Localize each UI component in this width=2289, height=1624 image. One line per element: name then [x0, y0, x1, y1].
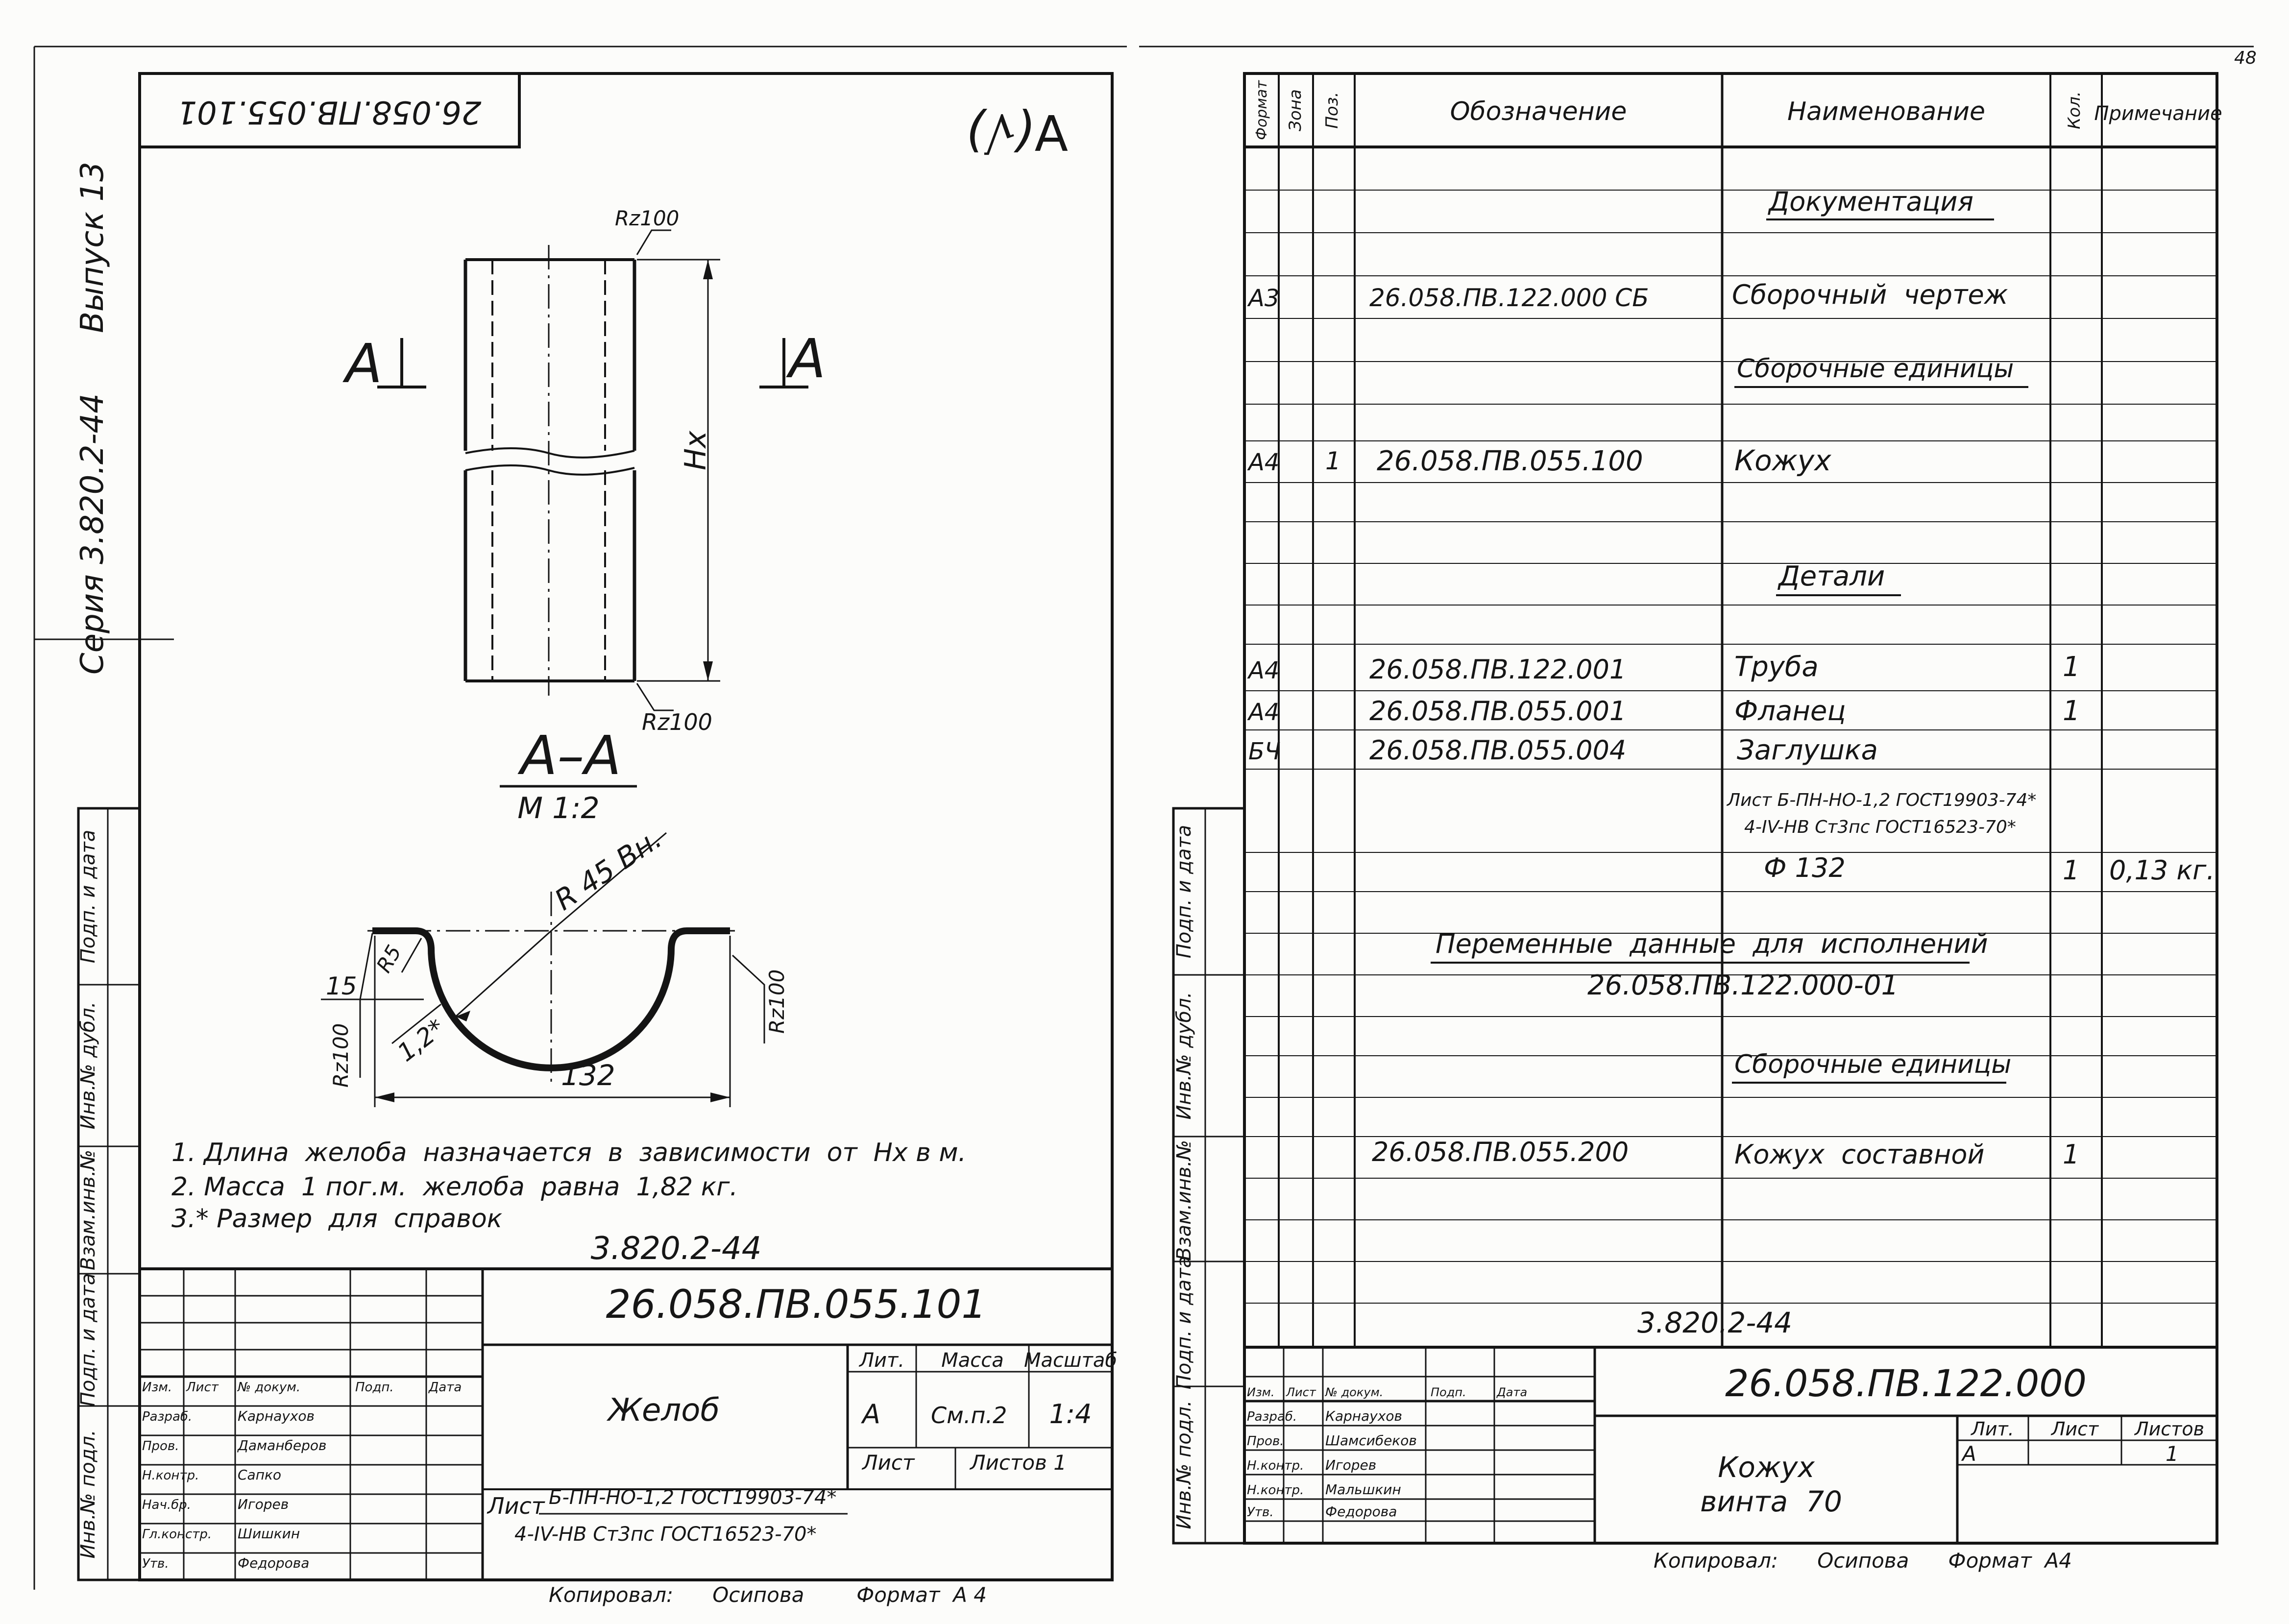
right-col-h1: Изм.	[1247, 1385, 1275, 1399]
right-col-h3: № докум.	[1325, 1385, 1384, 1399]
left-col-h2: Лист	[186, 1380, 219, 1395]
left-sheet-label: Лист	[862, 1451, 915, 1475]
table-row	[1247, 279, 2008, 312]
row-4-name: Кожух	[1734, 444, 1831, 477]
hx-label: Нх	[679, 431, 713, 470]
row-9-name: Лист Б-ПН-НО-1,2 ГОСТ19903-74*	[1727, 790, 2037, 810]
left-side-issue: Выпуск 13	[74, 162, 111, 333]
right-header-sheet: Лист	[2051, 1418, 2099, 1440]
left-header-lit: Лит.	[859, 1349, 905, 1372]
left-role-5: Гл.констр.	[142, 1527, 212, 1542]
row-6-qty: 1	[2063, 651, 2080, 683]
row-7-format: А4	[1248, 699, 1280, 726]
row-4-format: А4	[1248, 449, 1280, 476]
left-side-series: Серия 3.820.2-44	[74, 393, 111, 675]
right-col-h5: Дата	[1497, 1385, 1528, 1399]
row-5-name: Детали	[1778, 560, 1885, 592]
left-side-label-2: Инв.№ дубл.	[77, 1001, 99, 1130]
table-row	[1247, 651, 2080, 685]
right-name-2: Шамсибеков	[1325, 1432, 1417, 1449]
row-8-format: БЧ	[1248, 738, 1281, 765]
left-role-3: Н.контр.	[142, 1468, 199, 1483]
left-name-3: Сапко	[238, 1467, 282, 1483]
r5-label: R5	[371, 941, 406, 977]
rz-bottom: Rz100	[642, 709, 712, 735]
row-6-format: А4	[1248, 657, 1280, 684]
right-side-label-1: Подп. и дата	[1173, 824, 1195, 959]
row-1-name: Документация	[1769, 186, 1973, 217]
right-name-1: Карнаухов	[1325, 1408, 1403, 1424]
section-scale: М 1:2	[517, 791, 600, 825]
right-role-4: Н.контр.	[1247, 1483, 1304, 1498]
right-bottom-line: Копировал: Осипова Формат А4	[1654, 1549, 2072, 1573]
hdr-pos: Поз.	[1322, 92, 1342, 129]
right-side-label-5: Инв.№ подл.	[1173, 1400, 1195, 1529]
row-6-designation: 26.058.ПВ.122.001	[1369, 654, 1627, 685]
right-col-h4: Подп.	[1431, 1385, 1466, 1399]
row-4-designation: 26.058.ПВ.055.100	[1377, 445, 1643, 477]
table-row	[1734, 354, 2028, 387]
hdr-zone: Зона	[1286, 89, 1305, 131]
left-scale-value: 1:4	[1049, 1399, 1092, 1430]
hdr-format: Формат	[1253, 80, 1270, 140]
left-col-h1: Изм.	[142, 1380, 172, 1395]
left-header-mass: Масса	[941, 1349, 1004, 1372]
left-role-4: Нач.бр.	[142, 1498, 191, 1512]
table-row	[1764, 852, 2215, 886]
rz-top: Rz100	[615, 206, 680, 230]
row-7-designation: 26.058.ПВ.055.001	[1369, 696, 1627, 727]
right-header-lit: Лит.	[1971, 1418, 2014, 1440]
right-col-h2: Лист	[1286, 1385, 1316, 1399]
trough-side-view	[377, 230, 808, 710]
left-name-1: Карнаухов	[238, 1408, 315, 1424]
variant-qty: 1	[2063, 1139, 2080, 1170]
section-mark-right: А	[789, 327, 826, 390]
table-row	[1372, 1137, 2079, 1170]
row-3-name: Сборочные единицы	[1737, 354, 2014, 384]
right-header-sheets: Листов	[2135, 1418, 2204, 1440]
left-title-name: Желоб	[608, 1392, 720, 1429]
section-title: А–А	[520, 724, 621, 787]
row-2-designation: 26.058.ПВ.122.000 СБ	[1369, 284, 1649, 312]
right-side-label-3: Взам.инв.№	[1173, 1139, 1195, 1261]
variable-code: 26.058.ПВ.122.000-01	[1587, 970, 1899, 1001]
left-mass-value: См.п.2	[931, 1402, 1007, 1429]
row-7-name: Фланец	[1734, 695, 1846, 727]
left-side-label-5: Инв.№ подл.	[77, 1430, 99, 1559]
left-lit-value: А	[862, 1399, 880, 1430]
right-role-5: Утв.	[1247, 1505, 1274, 1520]
left-sheet	[34, 47, 1127, 1607]
right-title-name-1: Кожух	[1718, 1451, 1815, 1484]
right-role-3: Н.контр.	[1247, 1458, 1304, 1473]
row-4-pos: 1	[1325, 447, 1341, 475]
left-col-h4: Подп.	[355, 1380, 394, 1395]
variant-designation: 26.058.ПВ.055.200	[1372, 1137, 1629, 1167]
row-8-designation: 26.058.ПВ.055.004	[1369, 735, 1627, 766]
row-11-qty: 1	[2063, 855, 2080, 886]
right-side-label-2: Инв.№ дубл.	[1173, 992, 1195, 1120]
right-role-1: Разраб.	[1247, 1409, 1297, 1424]
table-row	[1744, 817, 2016, 837]
right-role-2: Пров.	[1247, 1434, 1284, 1449]
right-side-column	[1173, 808, 1244, 1543]
right-lit-value: А	[1962, 1442, 1976, 1466]
right-title-code: 26.058.ПВ.122.000	[1725, 1361, 2087, 1405]
table-row	[1766, 186, 1994, 219]
rz-left: Rz100	[329, 1023, 353, 1088]
right-side-label-4: Подп. и дата	[1173, 1256, 1195, 1390]
left-material-label: Лист	[487, 1493, 545, 1519]
row-10-name: 4-IV-НВ Ст3пс ГОСТ16523-70*	[1744, 817, 2016, 837]
table-row	[1248, 734, 1878, 766]
row-8-name: Заглушка	[1737, 734, 1878, 766]
row-11-name: Ф 132	[1764, 852, 1846, 883]
right-sheet	[1139, 47, 2257, 1573]
left-header-scale: Масштаб	[1023, 1349, 1118, 1372]
section-mark-left: А	[345, 332, 383, 395]
left-stamp-code: 26.058.ПВ.055.101	[177, 94, 482, 130]
hdr-qty: Кол.	[2065, 91, 2084, 129]
rz-right: Rz100	[765, 969, 789, 1034]
left-material-1: Б-ПН-НО-1,2 ГОСТ19903-74*	[549, 1486, 837, 1509]
dim-12: 1,2*	[392, 1013, 450, 1067]
row-7-qty: 1	[2063, 695, 2080, 727]
left-side-label-1: Подп. и дата	[77, 829, 99, 964]
variant-name: Кожух составной	[1734, 1139, 1985, 1170]
left-col-h3: № докум.	[238, 1380, 301, 1395]
table-row	[1247, 444, 1831, 477]
note-2: 2. Масса 1 пог.м. желоба равна 1,82 кг.	[171, 1172, 738, 1202]
table-row	[1247, 695, 2080, 727]
row-6-name: Труба	[1734, 651, 1819, 683]
left-side-label-3: Взам.инв.№	[77, 1149, 99, 1271]
note-3: 3.* Размер для справок	[171, 1204, 503, 1234]
table-row	[1776, 560, 1901, 595]
row-11-note: 0,13 кг.	[2109, 855, 2215, 886]
dim-15: 15	[326, 972, 357, 1000]
dim-132: 132	[561, 1059, 615, 1092]
variable-title: Переменные данные для исполнений	[1436, 928, 1988, 959]
hdr-name: Наименование	[1787, 97, 1986, 126]
left-name-4: Игорев	[238, 1496, 289, 1512]
page-number: 48	[2234, 48, 2257, 68]
right-sheets-value: 1	[2166, 1442, 2179, 1466]
hdr-designation: Обозначение	[1450, 97, 1627, 126]
right-name-5: Федорова	[1325, 1503, 1397, 1520]
right-name-4: Мальшкин	[1325, 1481, 1401, 1498]
left-col-h5: Дата	[429, 1380, 462, 1395]
variant-heading: Сборочные единицы	[1734, 1050, 2012, 1079]
left-name-5: Шишкин	[238, 1526, 300, 1542]
left-side-label-4: Подп. и дата	[77, 1273, 99, 1407]
left-name-2: Даманберов	[238, 1437, 327, 1454]
hdr-note: Примечание	[2094, 102, 2222, 125]
left-role-2: Пров.	[142, 1439, 179, 1454]
left-title-code: 26.058.ПВ.055.101	[606, 1282, 987, 1327]
radius-label: R 45 Вн.	[548, 822, 668, 917]
row-2-format: А3	[1248, 285, 1280, 312]
left-sheets-label: Листов 1	[970, 1451, 1067, 1475]
left-role-1: Разраб.	[142, 1409, 193, 1424]
right-title-name-2: винта 70	[1700, 1485, 1842, 1518]
right-series-code: 3.820.2-44	[1637, 1306, 1793, 1339]
left-material-2: 4-IV-НВ Ст3пс ГОСТ16523-70*	[514, 1523, 817, 1546]
left-bottom-line: Копировал: Осипова Формат А 4	[549, 1583, 987, 1607]
note-1: 1. Длина желоба назначается в зависимости от Нх в м.	[171, 1138, 967, 1167]
left-series-code: 3.820.2-44	[590, 1231, 762, 1267]
left-role-6: Утв.	[142, 1556, 169, 1571]
roughness-mark: ∀(√)	[965, 103, 1068, 161]
row-2-name: Сборочный чертеж	[1732, 279, 2008, 310]
table-row	[1726, 790, 2036, 810]
left-name-6: Федорова	[238, 1555, 310, 1571]
left-side-column	[77, 808, 140, 1580]
right-name-3: Игорев	[1325, 1457, 1377, 1473]
